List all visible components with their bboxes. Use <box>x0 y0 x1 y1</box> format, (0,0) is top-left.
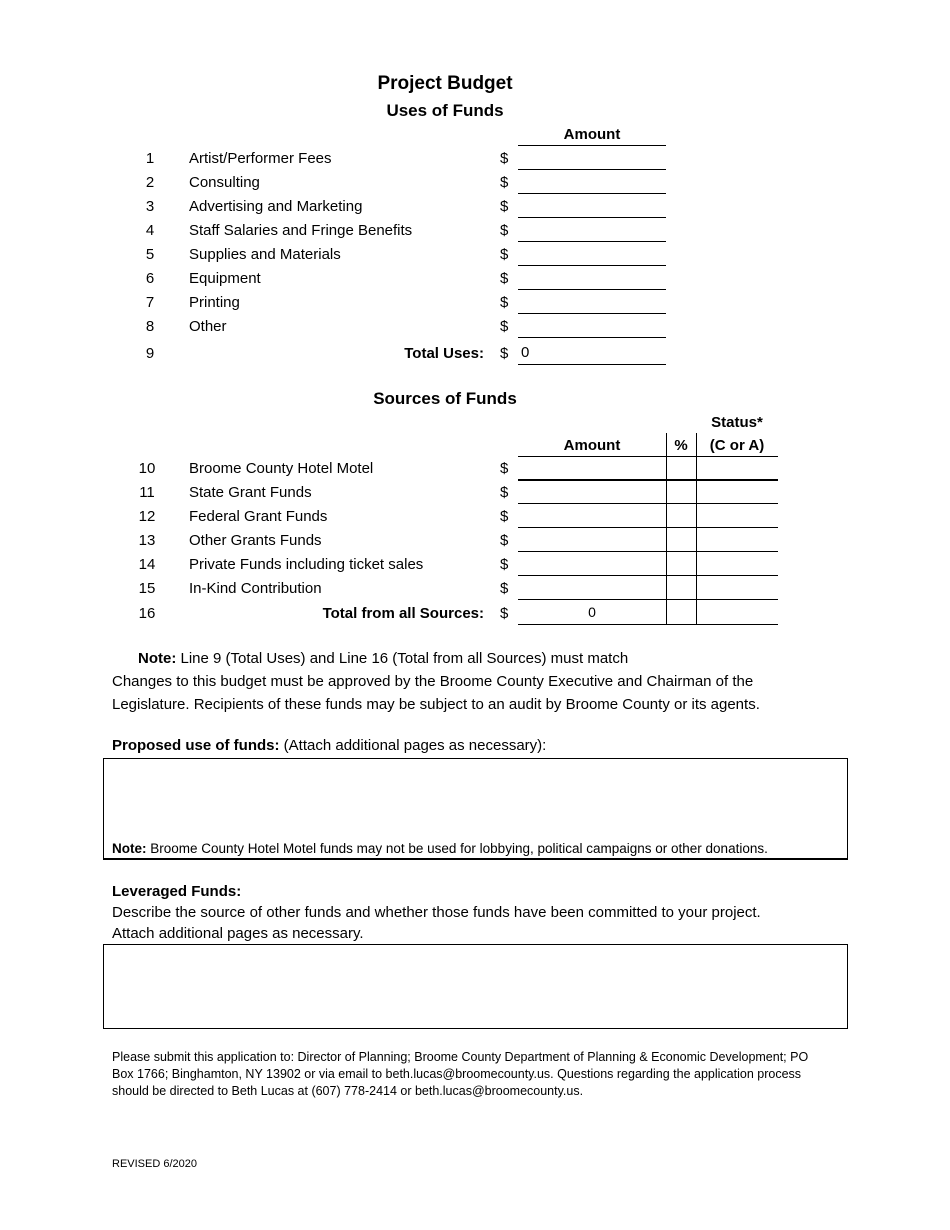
proposed-use-textarea[interactable] <box>103 758 848 860</box>
sources-row-label: In-Kind Contribution <box>189 580 322 597</box>
uses-header-underline <box>518 145 666 146</box>
sources-pct-field[interactable] <box>667 554 696 576</box>
uses-amount-underline <box>518 169 666 170</box>
sources-pct-field[interactable] <box>667 458 696 480</box>
leveraged-funds-label: Leveraged Funds: <box>112 883 242 900</box>
sources-row-underline <box>518 575 778 576</box>
uses-row-number: 8 <box>145 318 155 335</box>
uses-row-label: Consulting <box>189 174 260 191</box>
leveraged-funds-desc-line1: Describe the source of other funds and whether those funds have been committed to your project. <box>112 904 761 921</box>
uses-amount-underline <box>518 265 666 266</box>
sources-row-label: State Grant Funds <box>189 484 312 501</box>
sources-amount-field[interactable] <box>518 554 666 576</box>
sources-row-number: 12 <box>138 508 156 525</box>
changes-text-line1: Changes to this budget must be approved by the Broome County Executive and Chairman of the <box>112 673 754 690</box>
sources-status-field[interactable] <box>697 578 777 600</box>
uses-amount-underline <box>518 313 666 314</box>
sources-row-currency: $ <box>500 508 509 525</box>
status-header-line1: Status* <box>711 414 763 431</box>
submission-instructions: Please submit this application to: Director of Planning; Broome County Department of Planning & Economic Development; PO Box 1766; Binghamton, NY 13902 or via email to beth.lucas@broomecounty.us. Questions regarding the application process should be directed to Beth Lucas at (607) 778-2414 or beth.lucas@broomecounty.us. <box>112 1050 809 1098</box>
sources-row-number: 10 <box>138 460 156 477</box>
uses-row-number: 7 <box>145 294 155 311</box>
sources-row-underline <box>518 503 778 504</box>
leveraged-funds-textarea[interactable] <box>103 944 848 1029</box>
uses-row-currency: $ <box>500 174 509 191</box>
uses-total-currency: $ <box>500 345 509 362</box>
sources-total-field[interactable] <box>518 603 666 625</box>
sources-pct-field[interactable] <box>667 482 696 504</box>
uses-row-number: 4 <box>145 222 155 239</box>
changes-text-line2: Legislature. Recipients of these funds may be subject to an audit by Broome County or its agents. <box>112 696 760 713</box>
uses-amount-underline <box>518 289 666 290</box>
uses-amount-underline <box>518 217 666 218</box>
uses-amount-field[interactable] <box>518 172 666 194</box>
uses-amount-field[interactable] <box>518 196 666 218</box>
sources-heading: Sources of Funds <box>373 389 517 408</box>
sources-row-label: Federal Grant Funds <box>189 508 328 525</box>
sources-status-field[interactable] <box>697 554 777 576</box>
sources-row-currency: $ <box>500 460 509 477</box>
status-header-line2: (C or A) <box>709 437 765 454</box>
uses-row-label: Staff Salaries and Fringe Benefits <box>189 222 413 239</box>
uses-row-label: Supplies and Materials <box>189 246 341 263</box>
uses-row-label: Advertising and Marketing <box>189 198 363 215</box>
sources-status-field[interactable] <box>697 482 777 504</box>
proposed-use-note-label: Note: <box>112 841 147 856</box>
uses-total-underline <box>518 364 666 365</box>
sources-total-currency: $ <box>500 605 509 622</box>
uses-heading: Uses of Funds <box>386 101 504 120</box>
sources-row-number: 11 <box>139 484 155 501</box>
sources-total-underline <box>518 624 778 625</box>
sources-amount-field[interactable] <box>518 482 666 504</box>
uses-row-currency: $ <box>500 294 509 311</box>
uses-row-number: 2 <box>145 174 155 191</box>
uses-amount-field[interactable] <box>518 148 666 170</box>
uses-amount-field[interactable] <box>518 268 666 290</box>
pct-header: % <box>674 437 688 454</box>
sources-row-underline <box>518 551 778 552</box>
sources-amount-field[interactable] <box>518 530 666 552</box>
sources-row-currency: $ <box>500 580 509 597</box>
uses-amount-underline <box>518 241 666 242</box>
uses-row-currency: $ <box>500 222 509 239</box>
uses-total-label: Total Uses: <box>404 345 484 362</box>
leveraged-funds-desc-line2: Attach additional pages as necessary. <box>112 925 364 942</box>
uses-amount-underline <box>518 337 666 338</box>
sources-row-underline <box>518 599 778 600</box>
sources-row-number: 14 <box>138 556 156 573</box>
sources-total-pct-field[interactable] <box>667 603 696 625</box>
uses-row-label: Other <box>189 318 227 335</box>
uses-row-currency: $ <box>500 246 509 263</box>
sources-status-field[interactable] <box>697 530 777 552</box>
uses-row-number: 5 <box>145 246 155 263</box>
proposed-use-label <box>112 737 546 754</box>
revision-date: REVISED 6/2020 <box>112 1158 197 1170</box>
uses-row-number: 3 <box>145 198 155 215</box>
uses-total-field[interactable] <box>518 343 666 365</box>
uses-amount-header: Amount <box>563 126 621 143</box>
proposed-use-note-text: Broome County Hotel Motel funds may not be used for lobbying, political campaigns or other donations. <box>146 841 768 856</box>
match-note-text: Line 9 (Total Uses) and Line 16 (Total from all Sources) must match <box>176 650 629 667</box>
sources-header-underline <box>518 456 778 457</box>
proposed-use-note <box>112 841 768 856</box>
match-note-label: Note: <box>138 650 177 667</box>
sources-amount-field[interactable] <box>518 506 666 528</box>
uses-row-label: Artist/Performer Fees <box>189 150 332 167</box>
sources-amount-field[interactable] <box>518 458 666 480</box>
uses-row-currency: $ <box>500 198 509 215</box>
sources-pct-field[interactable] <box>667 506 696 528</box>
sources-total-value: 0 <box>588 604 596 620</box>
uses-row-currency: $ <box>500 150 509 167</box>
sources-total-status-field[interactable] <box>697 603 777 625</box>
sources-amount-header: Amount <box>563 437 621 454</box>
uses-row-label: Printing <box>189 294 240 311</box>
uses-amount-field[interactable] <box>518 244 666 266</box>
sources-amount-field[interactable] <box>518 578 666 600</box>
sources-row-underline <box>518 527 778 528</box>
sources-row-currency: $ <box>500 532 509 549</box>
sources-pct-field[interactable] <box>667 530 696 552</box>
sources-row-number: 13 <box>138 532 156 549</box>
sources-row-currency: $ <box>500 484 509 501</box>
uses-amount-field[interactable] <box>518 292 666 314</box>
uses-row-currency: $ <box>500 318 509 335</box>
proposed-use-label-bold: Proposed use of funds: <box>112 737 280 754</box>
uses-row-number: 1 <box>145 150 155 167</box>
sources-row-label: Private Funds including ticket sales <box>189 556 424 573</box>
sources-pct-field[interactable] <box>667 578 696 600</box>
sources-status-field[interactable] <box>697 506 777 528</box>
sources-total-label: Total from all Sources: <box>322 605 484 622</box>
sources-status-field[interactable] <box>697 458 777 480</box>
proposed-use-hint: (Attach additional pages as necessary): <box>279 737 547 754</box>
uses-row-label: Equipment <box>189 270 261 287</box>
match-note <box>138 650 628 667</box>
sources-row-currency: $ <box>500 556 509 573</box>
uses-amount-field[interactable] <box>518 220 666 242</box>
uses-amount-underline <box>518 193 666 194</box>
sources-row-underline <box>518 479 778 481</box>
uses-row-currency: $ <box>500 270 509 287</box>
uses-total-number: 9 <box>145 345 155 362</box>
sources-row-label: Broome County Hotel Motel <box>189 460 374 477</box>
sources-row-label: Other Grants Funds <box>189 532 322 549</box>
uses-row-number: 6 <box>145 270 155 287</box>
page-title: Project Budget <box>377 73 513 94</box>
sources-total-number: 16 <box>138 605 156 622</box>
uses-amount-field[interactable] <box>518 316 666 338</box>
sources-row-number: 15 <box>138 580 156 597</box>
uses-total-value: 0 <box>521 344 530 361</box>
